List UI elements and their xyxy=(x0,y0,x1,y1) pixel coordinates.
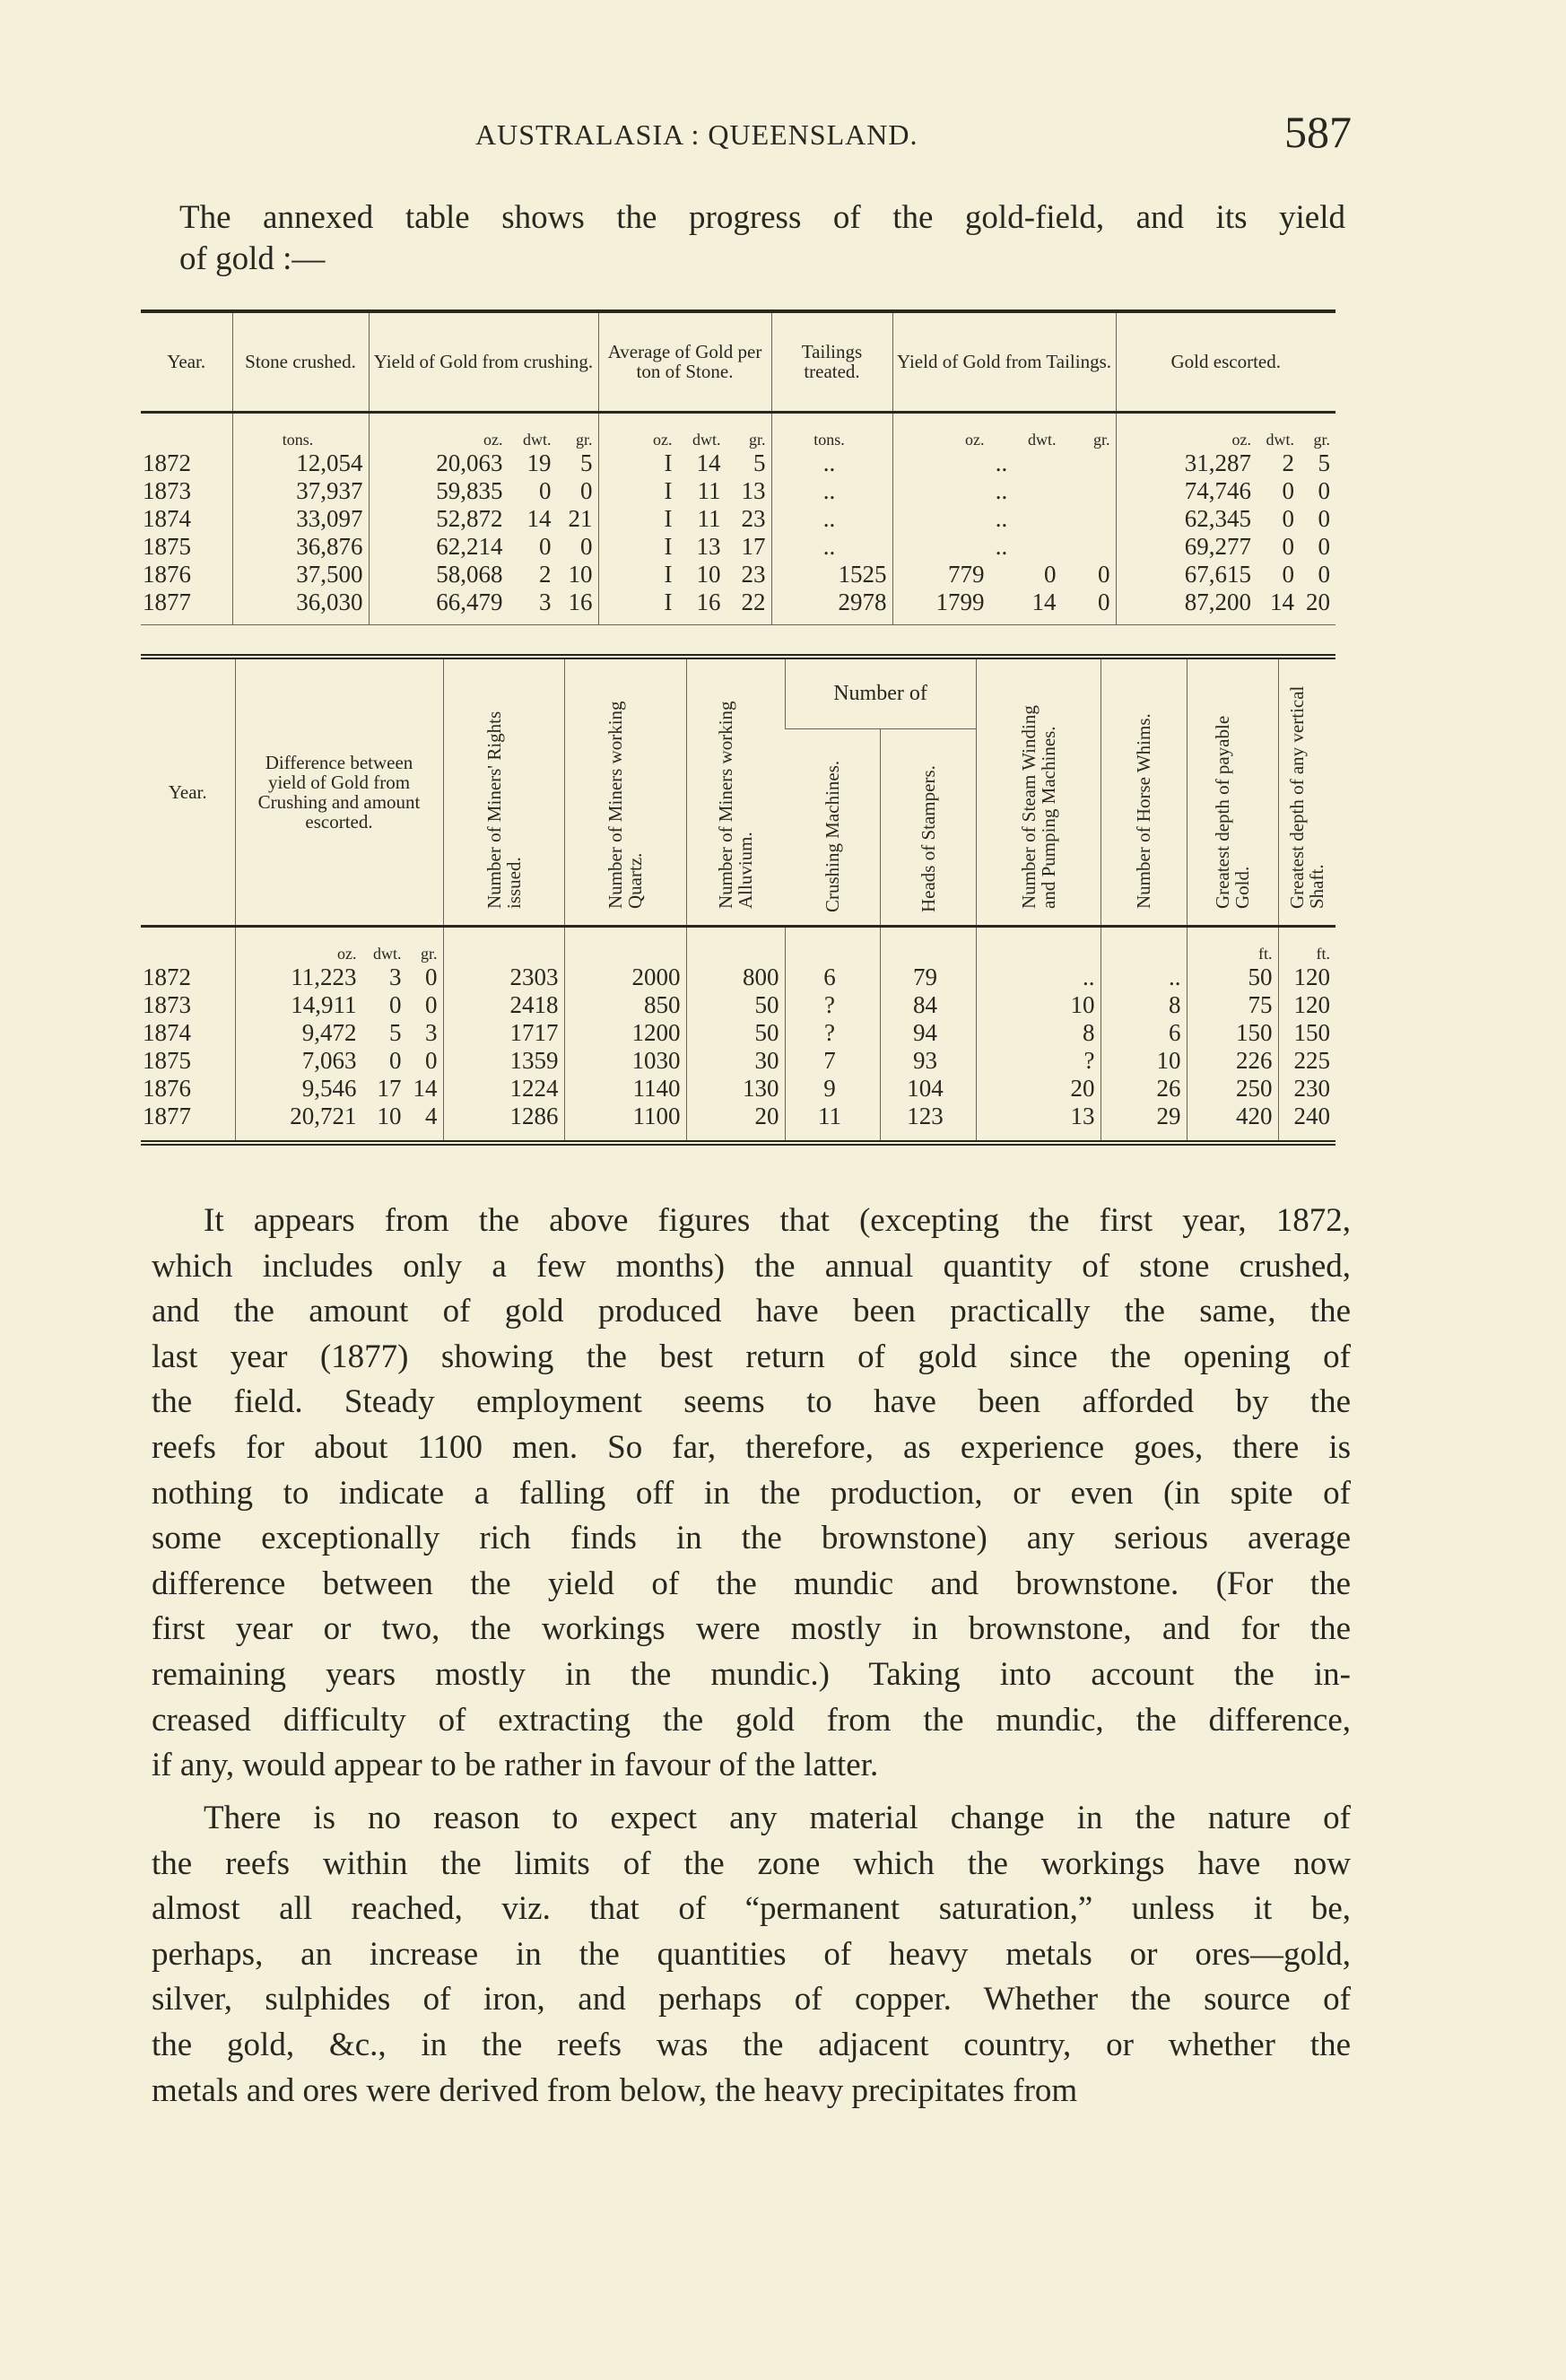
year-cell: 1874 xyxy=(143,1018,191,1046)
units-row xyxy=(141,926,1335,963)
column-header: Stone crushed. xyxy=(232,311,369,412)
data-cell: 33,097 xyxy=(232,505,369,533)
year-cell: 1872 xyxy=(143,449,191,476)
cell-part: 13 xyxy=(696,532,721,560)
column-header: Tailings treated. xyxy=(771,311,892,412)
year-cell: 1873 xyxy=(143,990,191,1018)
gold-yield-table xyxy=(141,309,1335,625)
cell-part: oz. xyxy=(337,944,357,963)
data-cell: 1224 xyxy=(443,1075,564,1103)
data-cell: 13 xyxy=(976,1103,1101,1130)
cell-part: 7,063 xyxy=(301,1046,357,1074)
text-line: first year or two, the workings were mostly in brownstone, and for the xyxy=(152,1610,1351,1648)
unit-cell xyxy=(785,926,880,963)
text-line: reefs for about 1100 men. So far, therefore, as experience goes, there is xyxy=(152,1428,1351,1466)
cell-part: 21 xyxy=(568,504,593,532)
unit-cell xyxy=(598,412,771,449)
data-cell xyxy=(1116,588,1335,616)
data-cell xyxy=(369,505,598,533)
data-cell: 7 xyxy=(785,1047,880,1075)
cell-part: 59,835 xyxy=(436,476,503,504)
data-cell xyxy=(598,449,771,477)
paragraph-1 xyxy=(152,1199,1351,1789)
header-text: Difference between yield of Gold from Crushing and amount escorted. xyxy=(257,751,421,833)
cell-part: 0 xyxy=(580,476,593,504)
header-text: Number of Steam Winding and Pumping Machines. xyxy=(1017,704,1059,909)
cell-part: 5 xyxy=(580,449,593,476)
data-cell: 120 xyxy=(1278,963,1335,991)
data-cell xyxy=(235,1019,443,1047)
cell-part: oz. xyxy=(965,430,985,449)
unit-cell: ft. xyxy=(1187,926,1278,963)
cell-part: gr. xyxy=(1313,430,1330,449)
data-cell: 1359 xyxy=(443,1047,564,1075)
text-line: and the amount of gold produced have been practically the same, the xyxy=(152,1293,1351,1330)
column-header xyxy=(686,657,785,926)
data-cell: 123 xyxy=(880,1103,976,1130)
column-header xyxy=(1187,657,1278,926)
cell-part: 14 xyxy=(1270,588,1294,615)
data-cell: 26 xyxy=(1101,1075,1187,1103)
cell-part: I xyxy=(664,560,673,588)
cell-part: 0 xyxy=(425,1046,438,1074)
data-cell: .. xyxy=(892,533,1116,561)
table-row xyxy=(141,991,1335,1019)
cell-part: 0 xyxy=(1318,476,1330,504)
data-cell: 104 xyxy=(880,1075,976,1103)
cell-part: 20,721 xyxy=(290,1102,357,1129)
cell-part: 3 xyxy=(425,1018,438,1046)
cell-part: 14,911 xyxy=(291,990,357,1018)
unit-cell xyxy=(141,926,235,963)
column-header xyxy=(235,657,443,926)
data-cell: 2000 xyxy=(564,963,686,991)
data-cell xyxy=(892,588,1116,616)
text-line: nothing to indicate a falling off in the production, or even (in spite of xyxy=(152,1474,1351,1512)
data-cell xyxy=(369,561,598,588)
data-cell: 1717 xyxy=(443,1019,564,1047)
data-cell xyxy=(235,963,443,991)
cell-part: 16 xyxy=(568,588,593,615)
column-header xyxy=(141,657,235,926)
data-cell: 94 xyxy=(880,1019,976,1047)
data-cell: 225 xyxy=(1278,1047,1335,1075)
cell-part: 9,472 xyxy=(301,1018,357,1046)
column-header xyxy=(564,657,686,926)
data-cell: 93 xyxy=(880,1047,976,1075)
data-cell: 420 xyxy=(1187,1103,1278,1130)
cell-part: 11 xyxy=(697,476,721,504)
data-cell: 20 xyxy=(686,1103,785,1130)
unit-cell xyxy=(686,926,785,963)
cell-part: 62,345 xyxy=(1184,504,1251,532)
cell-part: 779 xyxy=(948,560,985,588)
header-text: Number of Miners working Quartz. xyxy=(605,701,646,909)
cell-part: 0 xyxy=(1282,560,1294,588)
cell-part: 0 xyxy=(389,1046,402,1074)
cell-part: 11,223 xyxy=(291,963,357,990)
cell-part: 0 xyxy=(1318,560,1330,588)
table-row xyxy=(141,561,1335,588)
cell-part: 0 xyxy=(580,532,593,560)
header-text: Greatest depth of payable Gold. xyxy=(1212,715,1254,909)
text-line: some exceptionally rich finds in the brownstone) any serious average xyxy=(152,1520,1351,1557)
header-text: Heads of Stampers. xyxy=(917,764,939,912)
data-cell: 10 xyxy=(1101,1047,1187,1075)
header-text: Number of Horse Whims. xyxy=(1133,713,1155,909)
cell-part: 20 xyxy=(1306,588,1330,615)
cell-part: 14 xyxy=(696,449,721,476)
column-header xyxy=(443,657,564,926)
cell-part: 0 xyxy=(1098,588,1110,615)
cell-part: dwt. xyxy=(523,430,552,449)
cell-part: 0 xyxy=(1282,476,1294,504)
data-cell: 250 xyxy=(1187,1075,1278,1103)
unit-cell xyxy=(235,926,443,963)
cell-part: 2 xyxy=(539,560,552,588)
cell-part: dwt. xyxy=(1028,430,1057,449)
header-text: Number of Miners' Rights issued. xyxy=(483,711,525,909)
paragraph-2 xyxy=(152,1796,1351,2114)
data-cell: 1200 xyxy=(564,1019,686,1047)
data-cell: 36,030 xyxy=(232,588,369,616)
cell-part: 0 xyxy=(1282,504,1294,532)
cell-part: 19 xyxy=(526,449,552,476)
data-cell: ? xyxy=(785,1019,880,1047)
data-cell: 1525 xyxy=(771,561,892,588)
header-text: Number of Miners working Alluvium. xyxy=(715,701,756,909)
column-header xyxy=(976,657,1101,926)
data-cell: 1140 xyxy=(564,1075,686,1103)
data-cell: 11 xyxy=(785,1103,880,1130)
cell-part: oz. xyxy=(1231,430,1251,449)
cell-part: gr. xyxy=(420,944,438,963)
data-cell: 84 xyxy=(880,991,976,1019)
text-line: There is no reason to expect any material change in the nature of xyxy=(204,1800,1351,1836)
text-line: the gold, &c., in the reefs was the adjacent country, or whether the xyxy=(152,2026,1351,2063)
cell-part: 14 xyxy=(413,1074,438,1102)
cell-part: dwt. xyxy=(1266,430,1294,449)
cell-part: 31,287 xyxy=(1184,449,1251,476)
unit-cell xyxy=(880,926,976,963)
group-header: Number of xyxy=(785,657,976,728)
data-cell: 12,054 xyxy=(232,449,369,477)
cell-part: 87,200 xyxy=(1184,588,1251,615)
table-row xyxy=(141,1075,1335,1103)
data-cell xyxy=(598,505,771,533)
cell-part: 14 xyxy=(1031,588,1057,615)
cell-part: 17 xyxy=(741,532,766,560)
unit-cell: tons. xyxy=(232,412,369,449)
cell-part: 1799 xyxy=(935,588,985,615)
text-line: the field. Steady employment seems to have been afforded by the xyxy=(152,1383,1351,1421)
cell-part: 0 xyxy=(425,963,438,990)
unit-cell xyxy=(564,926,686,963)
year-cell: 1875 xyxy=(143,1046,191,1074)
year-cell: 1877 xyxy=(143,1102,191,1129)
text-line: The annexed table shows the progress of the gold-field, and its yield xyxy=(179,199,1345,236)
data-cell: .. xyxy=(771,477,892,505)
data-cell: 6 xyxy=(785,963,880,991)
cell-part: 2 xyxy=(1282,449,1294,476)
header-text: Greatest depth of any vertical Shaft. xyxy=(1286,685,1328,909)
data-cell: 8 xyxy=(1101,991,1187,1019)
cell-part: 16 xyxy=(696,588,721,615)
data-cell xyxy=(1116,505,1335,533)
cell-part: oz. xyxy=(653,430,673,449)
cell-part: 0 xyxy=(539,532,552,560)
data-cell xyxy=(598,561,771,588)
cell-part: 58,068 xyxy=(436,560,503,588)
data-cell: 2303 xyxy=(443,963,564,991)
cell-part: 17 xyxy=(377,1074,402,1102)
cell-part: 4 xyxy=(425,1102,438,1129)
data-cell xyxy=(235,991,443,1019)
cell-part: 5 xyxy=(753,449,766,476)
data-cell: .. xyxy=(976,963,1101,991)
year-cell: 1874 xyxy=(143,504,191,532)
cell-part: 10 xyxy=(568,560,593,588)
data-cell: 230 xyxy=(1278,1075,1335,1103)
cell-part: 11 xyxy=(697,504,721,532)
table-row xyxy=(141,1047,1335,1075)
header-text: Crushing Machines. xyxy=(821,760,843,912)
units-row xyxy=(141,412,1335,449)
unit-cell xyxy=(892,412,1116,449)
cell-part: 10 xyxy=(696,560,721,588)
unit-cell xyxy=(1101,926,1187,963)
data-cell xyxy=(235,1047,443,1075)
data-cell: 36,876 xyxy=(232,533,369,561)
cell-part: 23 xyxy=(741,560,766,588)
cell-part: I xyxy=(664,588,673,615)
cell-part: 0 xyxy=(1318,504,1330,532)
year-cell: 1872 xyxy=(143,963,191,990)
text-line: if any, would appear to be rather in favour of the latter. xyxy=(152,1747,879,1784)
cell-part: 9,546 xyxy=(301,1074,357,1102)
table-row xyxy=(141,449,1335,477)
data-cell xyxy=(598,477,771,505)
running-title: AUSTRALASIA : QUEENSLAND. xyxy=(475,118,918,151)
text-line: which includes only a few months) the annual quantity of stone crushed, xyxy=(152,1247,1351,1285)
data-cell xyxy=(235,1075,443,1103)
data-cell xyxy=(369,477,598,505)
unit-cell xyxy=(976,926,1101,963)
data-cell: 8 xyxy=(976,1019,1101,1047)
data-cell: 1286 xyxy=(443,1103,564,1130)
table-row xyxy=(141,1019,1335,1047)
data-cell: .. xyxy=(892,505,1116,533)
data-cell xyxy=(369,449,598,477)
data-cell: 75 xyxy=(1187,991,1278,1019)
data-cell: 9 xyxy=(785,1075,880,1103)
data-cell: 130 xyxy=(686,1075,785,1103)
cell-part: 20,063 xyxy=(436,449,503,476)
text-line: last year (1877) showing the best return of gold since the opening of xyxy=(152,1338,1351,1375)
data-cell: .. xyxy=(1101,963,1187,991)
text-line: It appears from the above figures that (excepting the first year, 1872, xyxy=(204,1202,1351,1239)
column-header: Gold escorted. xyxy=(1116,311,1335,412)
year-cell: 1876 xyxy=(143,560,191,588)
data-cell xyxy=(1116,449,1335,477)
unit-cell: ft. xyxy=(1278,926,1335,963)
cell-part: 0 xyxy=(1318,532,1330,560)
cell-part: 3 xyxy=(389,963,402,990)
cell-part: 0 xyxy=(425,990,438,1018)
cell-part: 5 xyxy=(389,1018,402,1046)
data-cell: ? xyxy=(976,1047,1101,1075)
text-line: silver, sulphides of iron, and perhaps of copper. Whether the source of xyxy=(152,1981,1351,2018)
data-cell: 1100 xyxy=(564,1103,686,1130)
table-row xyxy=(141,963,1335,991)
data-cell: .. xyxy=(892,477,1116,505)
table-row xyxy=(141,533,1335,561)
year-cell: 1875 xyxy=(143,532,191,560)
year-cell: 1876 xyxy=(143,1074,191,1102)
data-cell: 240 xyxy=(1278,1103,1335,1130)
table-row xyxy=(141,1103,1335,1130)
data-cell: 2978 xyxy=(771,588,892,616)
table-row xyxy=(141,588,1335,616)
data-cell: 2418 xyxy=(443,991,564,1019)
cell-part: 0 xyxy=(539,476,552,504)
cell-part: dwt. xyxy=(692,430,721,449)
column-header xyxy=(1278,657,1335,926)
cell-part: 5 xyxy=(1318,449,1330,476)
cell-part: 62,214 xyxy=(436,532,503,560)
data-cell xyxy=(369,588,598,616)
cell-part: 67,615 xyxy=(1184,560,1251,588)
data-cell: .. xyxy=(771,449,892,477)
data-cell: .. xyxy=(892,449,1116,477)
unit-cell xyxy=(443,926,564,963)
data-cell: 10 xyxy=(976,991,1101,1019)
cell-part: I xyxy=(664,532,673,560)
column-header xyxy=(880,728,976,926)
data-cell: 79 xyxy=(880,963,976,991)
column-header xyxy=(785,728,880,926)
unit-cell: tons. xyxy=(771,412,892,449)
intro-text xyxy=(179,197,1345,280)
text-line: difference between the yield of the mundic and brownstone. (For the xyxy=(152,1565,1351,1602)
data-cell xyxy=(1116,561,1335,588)
data-cell: 150 xyxy=(1187,1019,1278,1047)
data-cell: 800 xyxy=(686,963,785,991)
data-cell: 50 xyxy=(686,1019,785,1047)
data-cell: ? xyxy=(785,991,880,1019)
data-cell: .. xyxy=(771,505,892,533)
cell-part: 3 xyxy=(539,588,552,615)
text-line: perhaps, an increase in the quantities of heavy metals or ores—gold, xyxy=(152,1935,1351,1973)
column-header: Yield of Gold from Tailings. xyxy=(892,311,1116,412)
data-cell: 850 xyxy=(564,991,686,1019)
data-cell: 29 xyxy=(1101,1103,1187,1130)
cell-part: 0 xyxy=(389,990,402,1018)
cell-part: 14 xyxy=(526,504,552,532)
data-cell xyxy=(235,1103,443,1130)
cell-part: 69,277 xyxy=(1184,532,1251,560)
cell-part: 52,872 xyxy=(436,504,503,532)
data-cell xyxy=(1116,533,1335,561)
cell-part: 0 xyxy=(1098,560,1110,588)
data-cell xyxy=(598,588,771,616)
data-cell: 37,937 xyxy=(232,477,369,505)
year-cell: 1877 xyxy=(143,588,191,615)
cell-part: 22 xyxy=(741,588,766,615)
text-line: metals and ores were derived from below, the heavy precipitates from xyxy=(152,2071,1078,2109)
cell-part: 10 xyxy=(377,1102,402,1129)
data-cell xyxy=(369,533,598,561)
unit-cell xyxy=(1116,412,1335,449)
data-cell: 1030 xyxy=(564,1047,686,1075)
column-header xyxy=(1101,657,1187,926)
cell-part: 0 xyxy=(1044,560,1057,588)
cell-part: 23 xyxy=(741,504,766,532)
cell-part: 74,746 xyxy=(1184,476,1251,504)
cell-part: 66,479 xyxy=(436,588,503,615)
cell-part: dwt. xyxy=(373,944,402,963)
data-cell: 30 xyxy=(686,1047,785,1075)
year-cell: 1873 xyxy=(143,476,191,504)
cell-part: gr. xyxy=(575,430,593,449)
data-cell: .. xyxy=(771,533,892,561)
cell-part: I xyxy=(664,504,673,532)
data-cell: 226 xyxy=(1187,1047,1278,1075)
column-header: Year. xyxy=(167,351,206,373)
data-cell xyxy=(892,561,1116,588)
cell-part: gr. xyxy=(1092,430,1110,449)
unit-cell xyxy=(141,412,232,449)
data-cell: 6 xyxy=(1101,1019,1187,1047)
cell-part: 0 xyxy=(1282,532,1294,560)
column-header: Yield of Gold from crushing. xyxy=(369,311,598,412)
table-row xyxy=(141,505,1335,533)
data-cell: 150 xyxy=(1278,1019,1335,1047)
data-cell xyxy=(598,533,771,561)
cell-part: oz. xyxy=(483,430,503,449)
cell-part: 13 xyxy=(741,476,766,504)
text-line: creased difficulty of extracting the gold from the mundic, the difference, xyxy=(152,1701,1351,1739)
text-line: almost all reached, viz. that of “permanent saturation,” unless it be, xyxy=(152,1890,1351,1928)
table-row xyxy=(141,477,1335,505)
miners-machinery-table xyxy=(141,654,1335,1146)
page-number: 587 xyxy=(1284,107,1352,157)
column-header: Average of Gold per ton of Stone. xyxy=(598,311,771,412)
text-line: of gold :— xyxy=(179,240,326,277)
data-cell: 50 xyxy=(686,991,785,1019)
data-cell: 120 xyxy=(1278,991,1335,1019)
cell-part: I xyxy=(664,449,673,476)
text-line: the reefs within the limits of the zone which the workings have now xyxy=(152,1844,1351,1882)
header-text: Year. xyxy=(168,780,207,803)
cell-part: I xyxy=(664,476,673,504)
cell-part: gr. xyxy=(748,430,766,449)
data-cell: 50 xyxy=(1187,963,1278,991)
text-line: remaining years mostly in the mundic.) Taking into account the in- xyxy=(152,1655,1351,1693)
data-cell: 37,500 xyxy=(232,561,369,588)
data-cell xyxy=(1116,477,1335,505)
unit-cell xyxy=(369,412,598,449)
data-cell: 20 xyxy=(976,1075,1101,1103)
